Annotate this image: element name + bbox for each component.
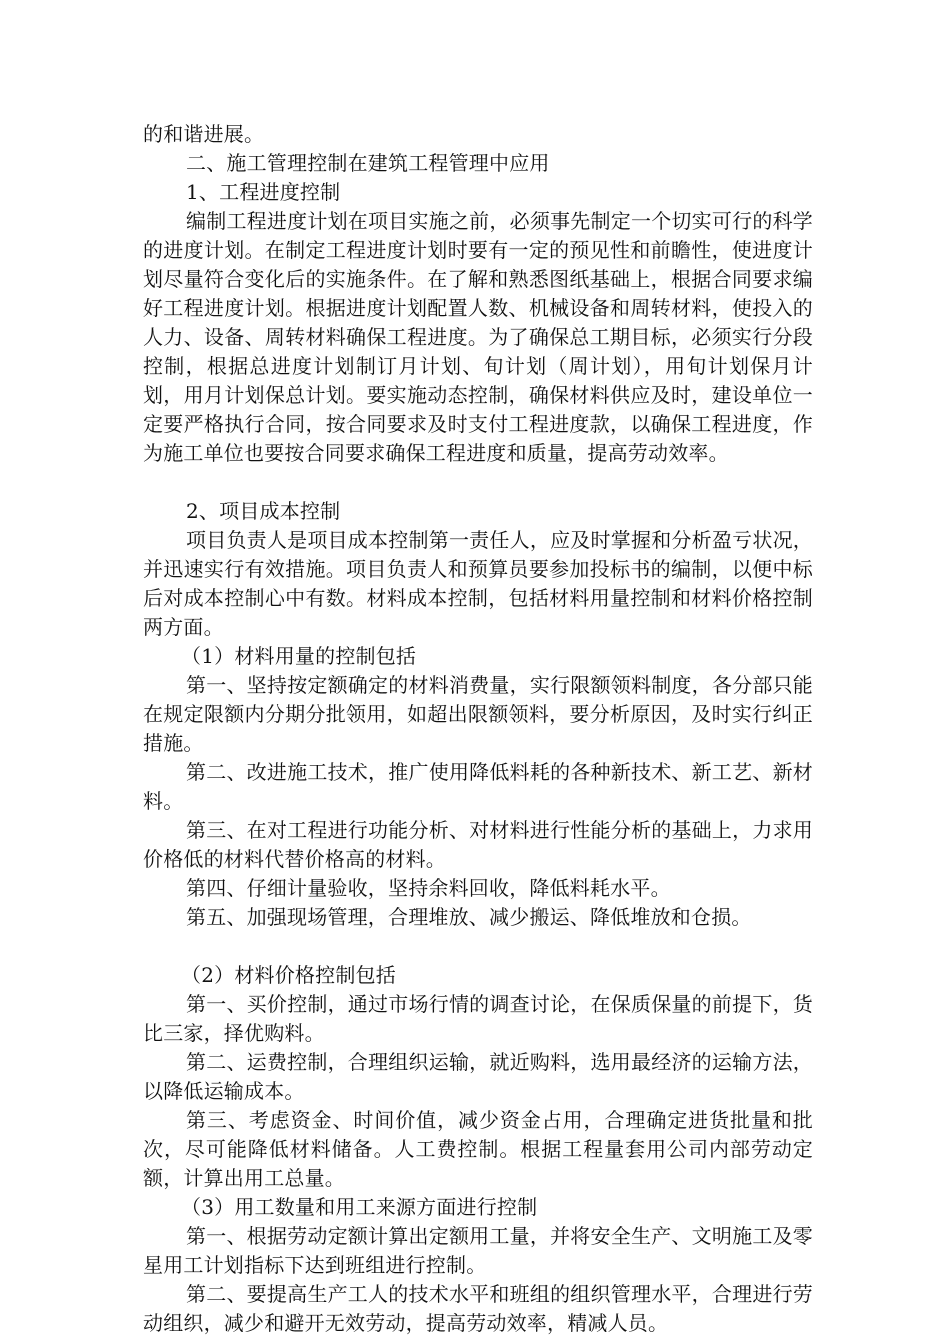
item-heading-material-price: （2）材料价格控制包括 bbox=[181, 963, 396, 987]
list-item: 第一、买价控制，通过市场行情的调查讨论，在保质保量的前提下，货比三家，择优购料。 bbox=[143, 992, 813, 1045]
subsection-heading-cost: 2、项目成本控制 bbox=[186, 499, 341, 523]
item-heading-material-usage: （1）材料用量的控制包括 bbox=[181, 644, 417, 668]
list-item: 第四、仔细计量验收，坚持余料回收，降低料耗水平。 bbox=[186, 876, 671, 900]
list-item: 第二、要提高生产工人的技术水平和班组的组织管理水平，合理进行劳动组织，减少和避开无效劳动，提高劳动效率，精减人员。 bbox=[143, 1282, 813, 1335]
document-body bbox=[143, 120, 813, 1338]
list-item: 第三、考虑资金、时间价值，减少资金占用，合理确定进货批量和批次，尽可能降低材料储备。人工费控制。根据工程量套用公司内部劳动定额，计算出用工总量。 bbox=[143, 1108, 813, 1190]
list-item: 第三、在对工程进行功能分析、对材料进行性能分析的基础上，力求用价格低的材料代替价格高的材料。 bbox=[143, 818, 813, 871]
list-item: 第二、改进施工技术，推广使用降低料耗的各种新技术、新工艺、新材料。 bbox=[143, 760, 813, 813]
blank-line bbox=[143, 468, 813, 497]
paragraph-continuation: 的和谐进展。 bbox=[143, 122, 265, 146]
item-heading-labor: （3）用工数量和用工来源方面进行控制 bbox=[181, 1195, 538, 1219]
list-item: 第一、坚持按定额确定的材料消费量，实行限额领料制度，各分部只能在规定限额内分期分批领用，如超出限额领料，要分析原因，及时实行纠正措施。 bbox=[143, 673, 813, 755]
list-item: 第二、运费控制，合理组织运输，就近购料，选用最经济的运输方法，以降低运输成本。 bbox=[143, 1050, 813, 1103]
paragraph-schedule: 编制工程进度计划在项目实施之前，必须事先制定一个切实可行的科学的进度计划。在制定工程进度计划时要有一定的预见性和前瞻性，使进度计划尽量符合变化后的实施条件。在了解和熟悉图纸基础上，根据合同要求编好工程进度计划。根据进度计划配置人数、机械设备和周转材料，使投入的人力、设备、周转材料确保工程进度。为了确保总工期目标，必须实行分段控制，根据总进度计划制订月计划、旬计划（周计划），用旬计划保月计划，用月计划保总计划。要实施动态控制，确保材料供应及时，建设单位一定要严格执行合同，按合同要求及时支付工程进度款，以确保工程进度，作为施工单位也要按合同要求确保工程进度和质量，提高劳动效率。 bbox=[143, 209, 813, 465]
section-heading-2: 二、施工管理控制在建筑工程管理中应用 bbox=[186, 151, 550, 175]
blank-line bbox=[143, 932, 813, 961]
list-item: 第五、加强现场管理，合理堆放、减少搬运、降低堆放和仓损。 bbox=[186, 905, 752, 929]
subsection-heading-schedule: 1、工程进度控制 bbox=[186, 180, 341, 204]
paragraph-cost: 项目负责人是项目成本控制第一责任人，应及时掌握和分析盈亏状况，并迅速实行有效措施。项目负责人和预算员要参加投标书的编制，以便中标后对成本控制心中有数。材料成本控制，包括材料用量控制和材料价格控制两方面。 bbox=[143, 528, 813, 639]
list-item: 第一、根据劳动定额计算出定额用工量，并将安全生产、文明施工及零星用工计划指标下达到班组进行控制。 bbox=[143, 1224, 813, 1277]
